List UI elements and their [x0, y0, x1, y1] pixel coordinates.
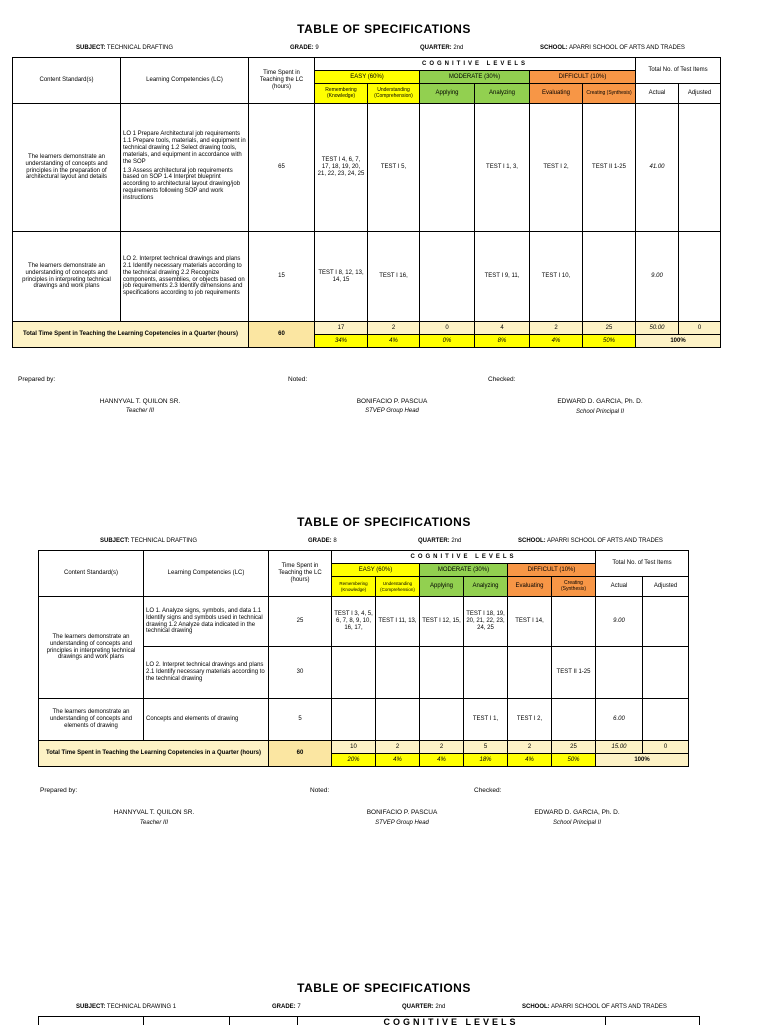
- understanding-header: Understanding (Comprehension): [376, 577, 420, 597]
- total-cell: 10: [332, 741, 376, 754]
- percent-cell: 4%: [376, 754, 420, 767]
- noted-name: BONIFACIO P. PASCUA: [366, 809, 438, 816]
- percent-cell: 50%: [552, 754, 596, 767]
- percent-cell: 20%: [332, 754, 376, 767]
- total-cell: 25: [552, 741, 596, 754]
- actual-header: Actual: [596, 577, 643, 597]
- doc3-quarter: QUARTER: 2nd: [402, 1004, 446, 1010]
- total-adjusted: 0: [679, 322, 721, 335]
- checked-name: EDWARD D. GARCIA, Ph. D.: [557, 398, 643, 405]
- content-standard-header: Content Standard(s): [39, 551, 144, 597]
- total-cell: 2: [420, 741, 464, 754]
- analyzing-cell: [464, 647, 508, 699]
- analyzing-cell: TEST I 9, 11,: [475, 232, 530, 322]
- analyzing-cell: TEST I 1, 3,: [475, 104, 530, 232]
- content-standard-cell: The learners demonstrate an understanding of concepts and principles in interpreting technical drawings and work plans: [13, 232, 121, 322]
- doc2-school: SCHOOL: APARRI SCHOOL OF ARTS AND TRADES: [518, 538, 663, 544]
- checked-label: Checked:: [474, 787, 502, 794]
- moderate-header: MODERATE (30%): [420, 564, 508, 577]
- remembering-cell: [332, 699, 376, 741]
- understanding-cell: [376, 699, 420, 741]
- time-cell: 65: [249, 104, 315, 232]
- actual-header: Actual: [636, 84, 679, 104]
- doc1-subject: SUBJECT: TECHNICAL DRAFTING: [76, 45, 174, 51]
- adjusted-header: Adjusted: [643, 577, 689, 597]
- total-cell: 25: [583, 322, 636, 335]
- total-cell: 0: [420, 322, 475, 335]
- remembering-header: Remembering (Knowledge): [332, 577, 376, 597]
- total-time-value: 60: [269, 741, 332, 767]
- difficult-header: DIFFICULT (10%): [530, 71, 636, 84]
- percent-cell: 34%: [315, 335, 368, 348]
- content-standard-cell: The learners demonstrate an understanding of concepts and principles in the preparation of architectural layout and details: [13, 104, 121, 232]
- prepared-role: Teacher III: [139, 820, 169, 826]
- cognitive-levels-header: COGNITIVE LEVELS: [315, 58, 636, 71]
- evaluating-header: Evaluating: [508, 577, 552, 597]
- adjusted-header: Adjusted: [679, 84, 721, 104]
- doc2-spec-table: [38, 550, 689, 767]
- learning-competencies-header: Learning Competencies (LC): [121, 58, 249, 104]
- percent-cell: 18%: [464, 754, 508, 767]
- actual-cell: 9.00: [636, 232, 679, 322]
- adjusted-cell: [643, 597, 689, 647]
- noted-name: BONIFACIO P. PASCUA: [356, 398, 428, 405]
- prepared-role: Teacher III: [125, 408, 155, 414]
- time-spent-header: Time Spent in Teaching the LC (hours): [249, 58, 315, 104]
- cognitive-levels-header: COGNITIVE LEVELS: [332, 551, 596, 564]
- analyzing-cell: TEST I 18, 19, 20, 21, 22, 23, 24, 25: [464, 597, 508, 647]
- creating-cell: TEST II 1-25: [552, 647, 596, 699]
- table-row: [13, 232, 721, 322]
- actual-cell: [596, 647, 643, 699]
- learning-competencies-header: Learning Competencies (LC): [144, 551, 269, 597]
- actual-cell: 9.00: [596, 597, 643, 647]
- creating-cell: [552, 597, 596, 647]
- percent-total: 100%: [636, 335, 721, 348]
- applying-header: Applying: [420, 84, 475, 104]
- evaluating-cell: TEST I 2,: [508, 699, 552, 741]
- percent-cell: 4%: [508, 754, 552, 767]
- prepared-label: Prepared by:: [40, 787, 78, 794]
- doc3-title: TABLE OF SPECIFICATIONS: [297, 981, 471, 995]
- total-items-header: Total No. of Test Items: [596, 551, 689, 577]
- doc2-subject: SUBJECT: TECHNICAL DRAFTING: [100, 538, 198, 544]
- checked-label: Checked:: [488, 376, 516, 383]
- doc3-school: SCHOOL: APARRI SCHOOL OF ARTS AND TRADES: [522, 1004, 667, 1010]
- percent-cell: 0%: [420, 335, 475, 348]
- total-cell: 2: [376, 741, 420, 754]
- total-actual: 50.00: [636, 322, 679, 335]
- prepared-name: HANNYVAL T. QUILON SR.: [99, 398, 181, 405]
- analyzing-cell: TEST I 1,: [464, 699, 508, 741]
- doc1-quarter: QUARTER: 2nd: [420, 45, 464, 51]
- adjusted-cell: [643, 647, 689, 699]
- actual-cell: 41.00: [636, 104, 679, 232]
- doc2-title: TABLE OF SPECIFICATIONS: [297, 515, 471, 529]
- learning-competency-cell: Concepts and elements of drawing: [144, 699, 269, 741]
- table-row: [39, 597, 689, 647]
- evaluating-header: Evaluating: [530, 84, 583, 104]
- percent-cell: 8%: [475, 335, 530, 348]
- cognitive-levels-header: COGNITIVE LEVELS: [383, 1017, 519, 1025]
- applying-header: Applying: [420, 577, 464, 597]
- total-cell: 2: [368, 322, 420, 335]
- prepared-name: HANNYVAL T. QUILON SR.: [113, 809, 195, 816]
- table-row: [13, 104, 721, 232]
- evaluating-cell: TEST I 2,: [530, 104, 583, 232]
- creating-header: Creating (Synthesis): [552, 577, 596, 597]
- analyzing-header: Analyzing: [475, 84, 530, 104]
- moderate-header: MODERATE (30%): [420, 71, 530, 84]
- understanding-cell: TEST I 5,: [368, 104, 420, 232]
- easy-header: EASY (60%): [315, 71, 420, 84]
- remembering-cell: [332, 647, 376, 699]
- total-cell: 5: [464, 741, 508, 754]
- evaluating-cell: TEST I 14,: [508, 597, 552, 647]
- time-cell: 5: [269, 699, 332, 741]
- percent-cell: 4%: [368, 335, 420, 348]
- doc1-spec-table: [12, 57, 721, 348]
- doc1-grade: GRADE: 9: [290, 45, 319, 51]
- checked-name: EDWARD D. GARCIA, Ph. D.: [534, 809, 620, 816]
- time-spent-header: Time Spent in Teaching the LC (hours): [269, 551, 332, 597]
- percent-total: 100%: [596, 754, 689, 767]
- remembering-cell: TEST I 8, 12, 13, 14, 15: [315, 232, 368, 322]
- remembering-header: Remembering (Knowledge): [315, 84, 368, 104]
- adjusted-cell: [643, 699, 689, 741]
- total-cell: 17: [315, 322, 368, 335]
- noted-label: Noted:: [310, 787, 330, 794]
- time-cell: 30: [269, 647, 332, 699]
- total-time-value: 60: [249, 322, 315, 348]
- total-time-label: Total Time Spent in Teaching the Learning Copetencies in a Quarter (hours): [39, 741, 269, 767]
- doc3-subject: SUBJECT: TECHNICAL DRAWING 1: [76, 1004, 177, 1010]
- total-cell: 4: [475, 322, 530, 335]
- understanding-cell: TEST I 11, 13,: [376, 597, 420, 647]
- applying-cell: [420, 104, 475, 232]
- noted-label: Noted:: [288, 376, 308, 383]
- applying-cell: TEST I 12, 15,: [420, 597, 464, 647]
- learning-competency-cell: LO 1. Analyze signs, symbols, and data 1.1 Identify signs and symbols used in technical drawing 1.2 Analyze data indicated in the technical drawing: [144, 597, 269, 647]
- applying-cell: [420, 232, 475, 322]
- total-actual: 15.00: [596, 741, 643, 754]
- table-row: [39, 699, 689, 741]
- understanding-cell: [376, 647, 420, 699]
- creating-cell: TEST II 1-25: [583, 104, 636, 232]
- learning-competency-cell: LO 2. Interpret technical drawings and plans 2.1 Identify necessary materials according to the technical drawing 2.2 Recognize components, assemblies, or objects based on job requirements 2.3 Identify dimensions and specifications according to job requirements: [121, 232, 249, 322]
- actual-cell: 6.00: [596, 699, 643, 741]
- time-cell: 15: [249, 232, 315, 322]
- checked-role: School Principal II: [552, 820, 602, 826]
- analyzing-header: Analyzing: [464, 577, 508, 597]
- remembering-cell: TEST I 4, 6, 7, 17, 18, 19, 20, 21, 22, 23, 24, 25: [315, 104, 368, 232]
- content-standard-header: Content Standard(s): [13, 58, 121, 104]
- learning-competency-cell: LO 2. Interpret technical drawings and plans 2.1 Identify necessary materials according to the technical drawing: [144, 647, 269, 699]
- adjusted-cell: [679, 104, 721, 232]
- doc2-quarter: QUARTER: 2nd: [418, 538, 462, 544]
- evaluating-cell: [508, 647, 552, 699]
- time-cell: 25: [269, 597, 332, 647]
- noted-role: STVEP Group Head: [375, 820, 429, 826]
- understanding-cell: TEST I 16,: [368, 232, 420, 322]
- difficult-header: DIFFICULT (10%): [508, 564, 596, 577]
- total-adjusted: 0: [643, 741, 689, 754]
- creating-cell: [583, 232, 636, 322]
- content-standard-cell: The learners demonstrate an understanding of concepts and principles in interpreting technical drawings and work plans: [39, 597, 144, 699]
- total-cell: 2: [508, 741, 552, 754]
- checked-role: School Principal II: [575, 409, 625, 415]
- easy-header: EASY (60%): [332, 564, 420, 577]
- learning-competency-cell: LO 1 Prepare Architectural job requirements 1.1 Prepare tools, materials, and equipment in technical drawing 1.2 Select drawing tools, materials, and equipment in accordance with the SOP 1.3 Assess architectural job requirements based on SOP 1.4 Interpret blueprint according to architectural layout drawing/job requirements following SOP and work instructions: [121, 104, 249, 232]
- percent-cell: 50%: [583, 335, 636, 348]
- percent-cell: 4%: [420, 754, 464, 767]
- content-standard-cell: The learners demonstrate an understanding of concepts and elements of drawing: [39, 699, 144, 741]
- doc3-grade: GRADE: 7: [272, 1004, 301, 1010]
- doc1-school: SCHOOL: APARRI SCHOOL OF ARTS AND TRADES: [540, 45, 685, 51]
- applying-cell: [420, 699, 464, 741]
- remembering-cell: TEST I 3, 4, 5, 6, 7, 8, 9, 10, 16, 17,: [332, 597, 376, 647]
- creating-header: Creating (Synthesis): [583, 84, 636, 104]
- percent-cell: 4%: [530, 335, 583, 348]
- prepared-label: Prepared by:: [18, 376, 56, 383]
- applying-cell: [420, 647, 464, 699]
- doc2-grade: GRADE: 8: [308, 538, 337, 544]
- noted-role: STVEP Group Head: [365, 408, 419, 414]
- total-time-label: Total Time Spent in Teaching the Learning Copetencies in a Quarter (hours): [13, 322, 249, 348]
- total-cell: 2: [530, 322, 583, 335]
- creating-cell: [552, 699, 596, 741]
- understanding-header: Understanding (Comprehension): [368, 84, 420, 104]
- total-items-header: Total No. of Test Items: [636, 58, 721, 84]
- evaluating-cell: TEST I 10,: [530, 232, 583, 322]
- doc1-title: TABLE OF SPECIFICATIONS: [297, 22, 471, 36]
- adjusted-cell: [679, 232, 721, 322]
